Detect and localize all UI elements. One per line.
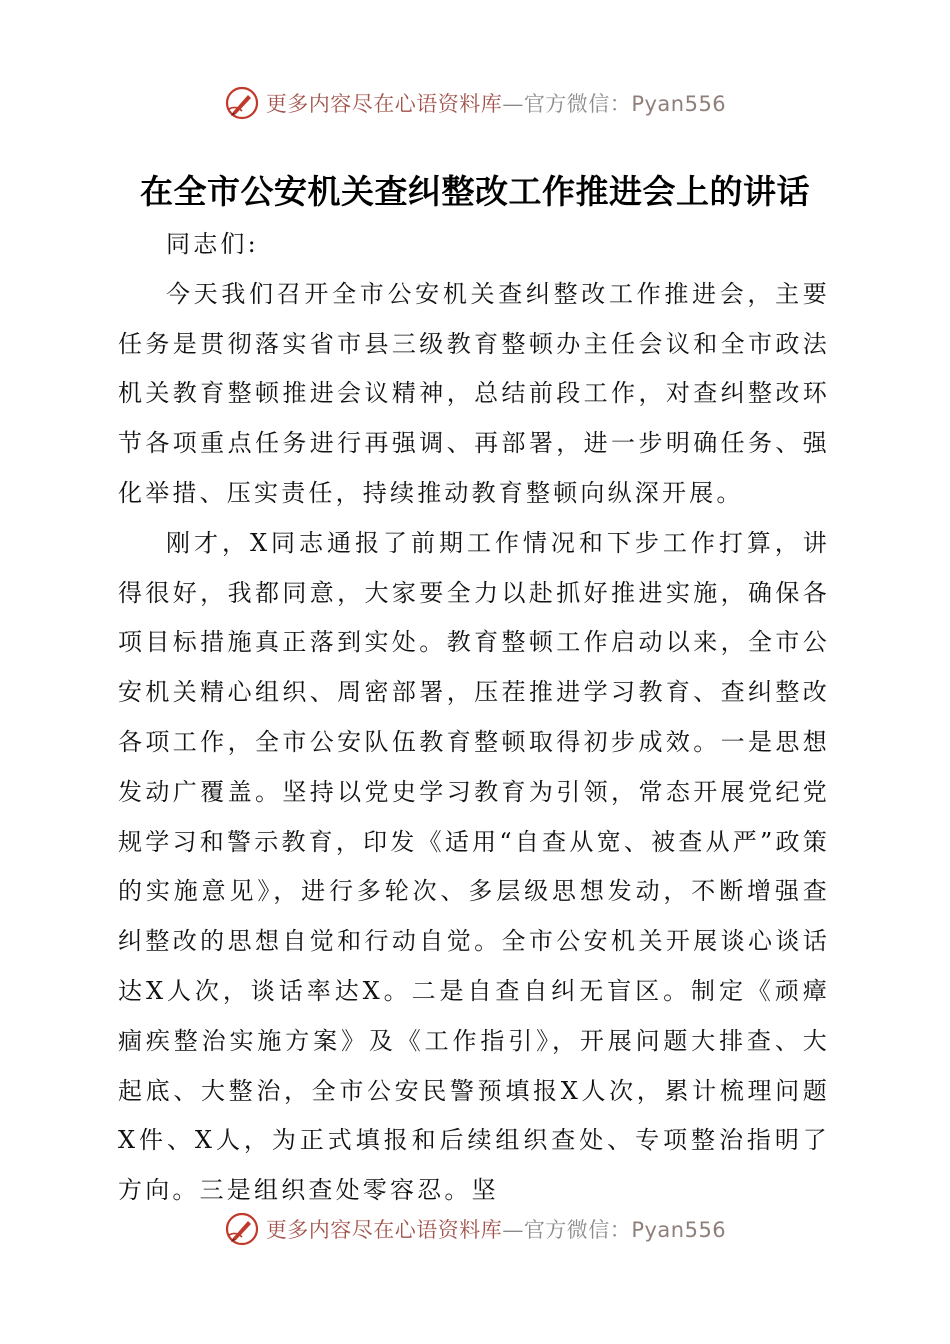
pen-logo-icon <box>224 85 260 121</box>
pen-logo-icon <box>224 1211 260 1247</box>
paragraph-1: 今天我们召开全市公安机关查纠整改工作推进会，主要任务是贯彻落实省市县三级教育整顿办主任会议和全市政法机关教育整顿推进会议精神，总结前段工作，对查纠整改环节各项重点任务进行再强调、再部署，进一步明确任务、强化举措、压实责任，持续推动教育整顿向纵深开展。 <box>118 279 830 507</box>
watermark-prefix: 更多内容尽在心语资料库 <box>265 1218 503 1242</box>
document-title: 在全市公安机关查纠整改工作推进会上的讲话 <box>140 172 810 211</box>
document-body <box>118 220 830 1216</box>
watermark-separator: — <box>502 92 524 116</box>
watermark-prefix: 更多内容尽在心语资料库 <box>265 92 503 116</box>
greeting: 同志们: <box>166 230 259 258</box>
watermark-header <box>0 78 950 128</box>
watermark-label: 官方微信： <box>523 92 632 116</box>
watermark-text <box>266 88 726 118</box>
watermark-account: Pyan556 <box>631 1218 727 1242</box>
watermark-label: 官方微信： <box>523 1218 632 1242</box>
paragraph-2: 刚才，X同志通报了前期工作情况和下步工作打算，讲得很好，我都同意，大家要全力以赴抓好推进实施，确保各项目标措施真正落到实处。教育整顿工作启动以来，全市公安机关精心组织、周密部署，压茬推进学习教育、查纠整改各项工作，全市公安队伍教育整顿取得初步成效。一是思想发动广覆盖。坚持以党史学习教育为引领，常态开展党纪党规学习和警示教育，印发《适用“自查从宽、被查从严”政策的实施意见》，进行多轮次、多层级思想发动，不断增强查纠整改的思想自觉和行动自觉。全市公安机关开展谈心谈话达X人次，谈话率达X。二是自查自纠无盲区。制定《顽瘴痼疾整治实施方案》及《工作指引》，开展问题大排查、大起底、大整治，全市公安民警预填报X人次，累计梳理问题X件、X人，为正式填报和后续组织查处、专项整治指明了方向。三是组织查处零容忍。坚 <box>118 528 830 1205</box>
watermark-account: Pyan556 <box>631 92 727 116</box>
watermark-text <box>266 1214 726 1244</box>
watermark-footer <box>0 1204 950 1254</box>
watermark-separator: — <box>502 1218 524 1242</box>
